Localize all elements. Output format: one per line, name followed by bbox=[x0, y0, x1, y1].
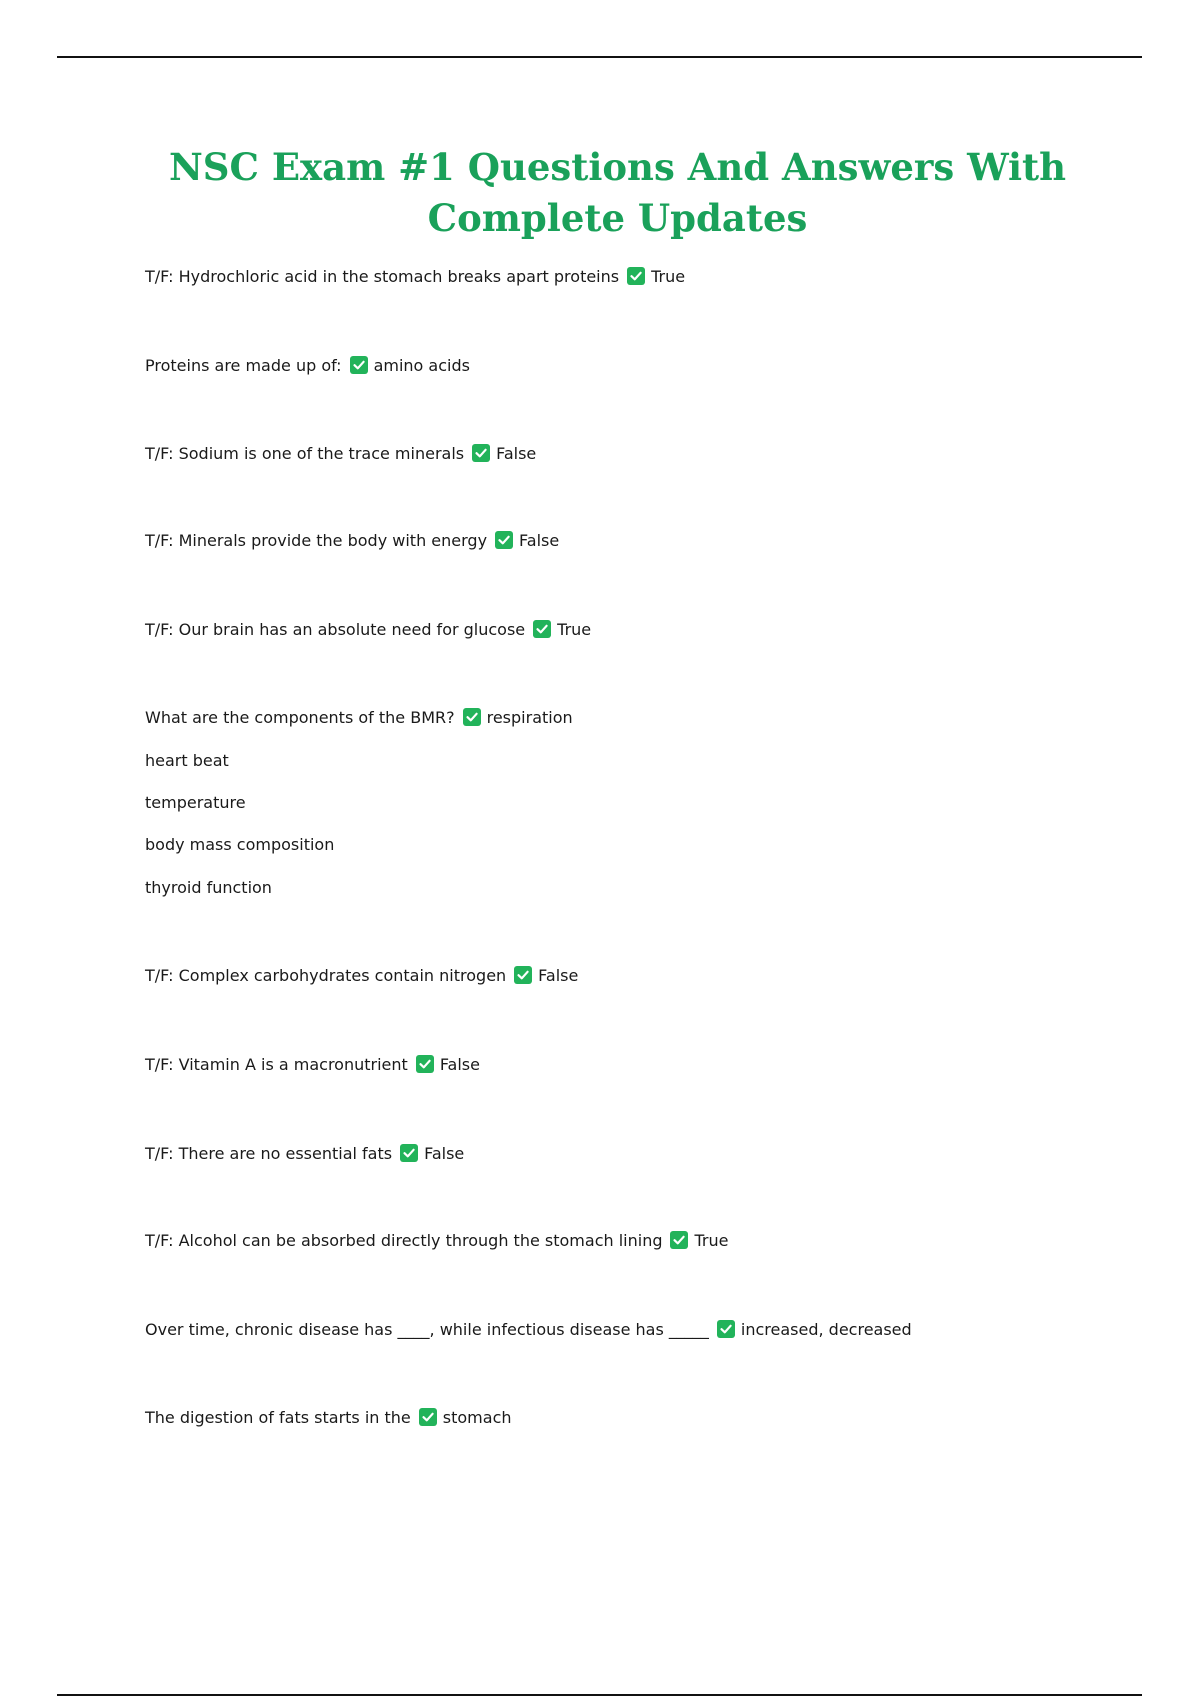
question-text: Over time, chronic disease has ____, while infectious disease has _____ bbox=[145, 1320, 709, 1339]
answer-text: False bbox=[519, 531, 560, 550]
check-box-icon bbox=[533, 620, 551, 638]
check-box-icon bbox=[472, 444, 490, 462]
qa-item bbox=[145, 266, 685, 288]
check-box-icon bbox=[419, 1408, 437, 1426]
check-box-icon bbox=[717, 1320, 735, 1338]
check-box-icon bbox=[495, 531, 513, 549]
answer-text: True bbox=[694, 1231, 729, 1250]
question-text: T/F: Minerals provide the body with energy bbox=[145, 531, 488, 550]
qa-item bbox=[145, 707, 573, 729]
answer-continuation: thyroid function bbox=[145, 878, 272, 897]
qa-item bbox=[145, 619, 591, 641]
answer-text: increased, decreased bbox=[740, 1320, 912, 1339]
qa-item bbox=[145, 965, 578, 987]
qa-item bbox=[145, 1054, 480, 1076]
answer-text: stomach bbox=[442, 1408, 512, 1427]
answer-continuation: body mass composition bbox=[145, 835, 335, 854]
question-text: The digestion of fats starts in the bbox=[145, 1408, 411, 1427]
question-text: T/F: Hydrochloric acid in the stomach breaks apart proteins bbox=[145, 267, 620, 286]
qa-item bbox=[145, 1407, 512, 1429]
question-text: T/F: Vitamin A is a macronutrient bbox=[145, 1055, 408, 1074]
check-box-icon bbox=[627, 267, 645, 285]
qa-item bbox=[145, 1230, 728, 1252]
check-box-icon bbox=[400, 1144, 418, 1162]
check-box-icon bbox=[670, 1231, 688, 1249]
answer-text: False bbox=[538, 966, 579, 985]
check-box-icon bbox=[463, 708, 481, 726]
question-text: What are the components of the BMR? bbox=[145, 708, 455, 727]
check-box-icon bbox=[514, 966, 532, 984]
bottom-rule bbox=[57, 1694, 1142, 1696]
question-text: T/F: Alcohol can be absorbed directly through the stomach lining bbox=[145, 1231, 663, 1250]
answer-text: respiration bbox=[486, 708, 573, 727]
check-box-icon bbox=[350, 356, 368, 374]
answer-continuation: heart beat bbox=[145, 751, 229, 770]
answer-continuation: temperature bbox=[145, 793, 246, 812]
qa-item bbox=[145, 530, 559, 552]
answer-text: False bbox=[439, 1055, 480, 1074]
qa-item bbox=[145, 1319, 912, 1341]
question-text: T/F: There are no essential fats bbox=[145, 1144, 393, 1163]
answer-text: False bbox=[496, 444, 537, 463]
answer-text: True bbox=[651, 267, 686, 286]
check-box-icon bbox=[416, 1055, 434, 1073]
question-text: Proteins are made up of: bbox=[145, 356, 342, 375]
qa-item bbox=[145, 355, 470, 377]
answer-text: True bbox=[557, 620, 592, 639]
qa-item bbox=[145, 443, 536, 465]
document-title: NSC Exam #1 Questions And Answers With Complete Updates bbox=[168, 145, 1067, 240]
answer-text: amino acids bbox=[373, 356, 470, 375]
answer-text: False bbox=[424, 1144, 465, 1163]
top-rule bbox=[57, 56, 1142, 58]
question-text: T/F: Sodium is one of the trace minerals bbox=[145, 444, 465, 463]
question-text: T/F: Our brain has an absolute need for glucose bbox=[145, 620, 526, 639]
qa-item bbox=[145, 1143, 464, 1165]
question-text: T/F: Complex carbohydrates contain nitrogen bbox=[145, 966, 507, 985]
